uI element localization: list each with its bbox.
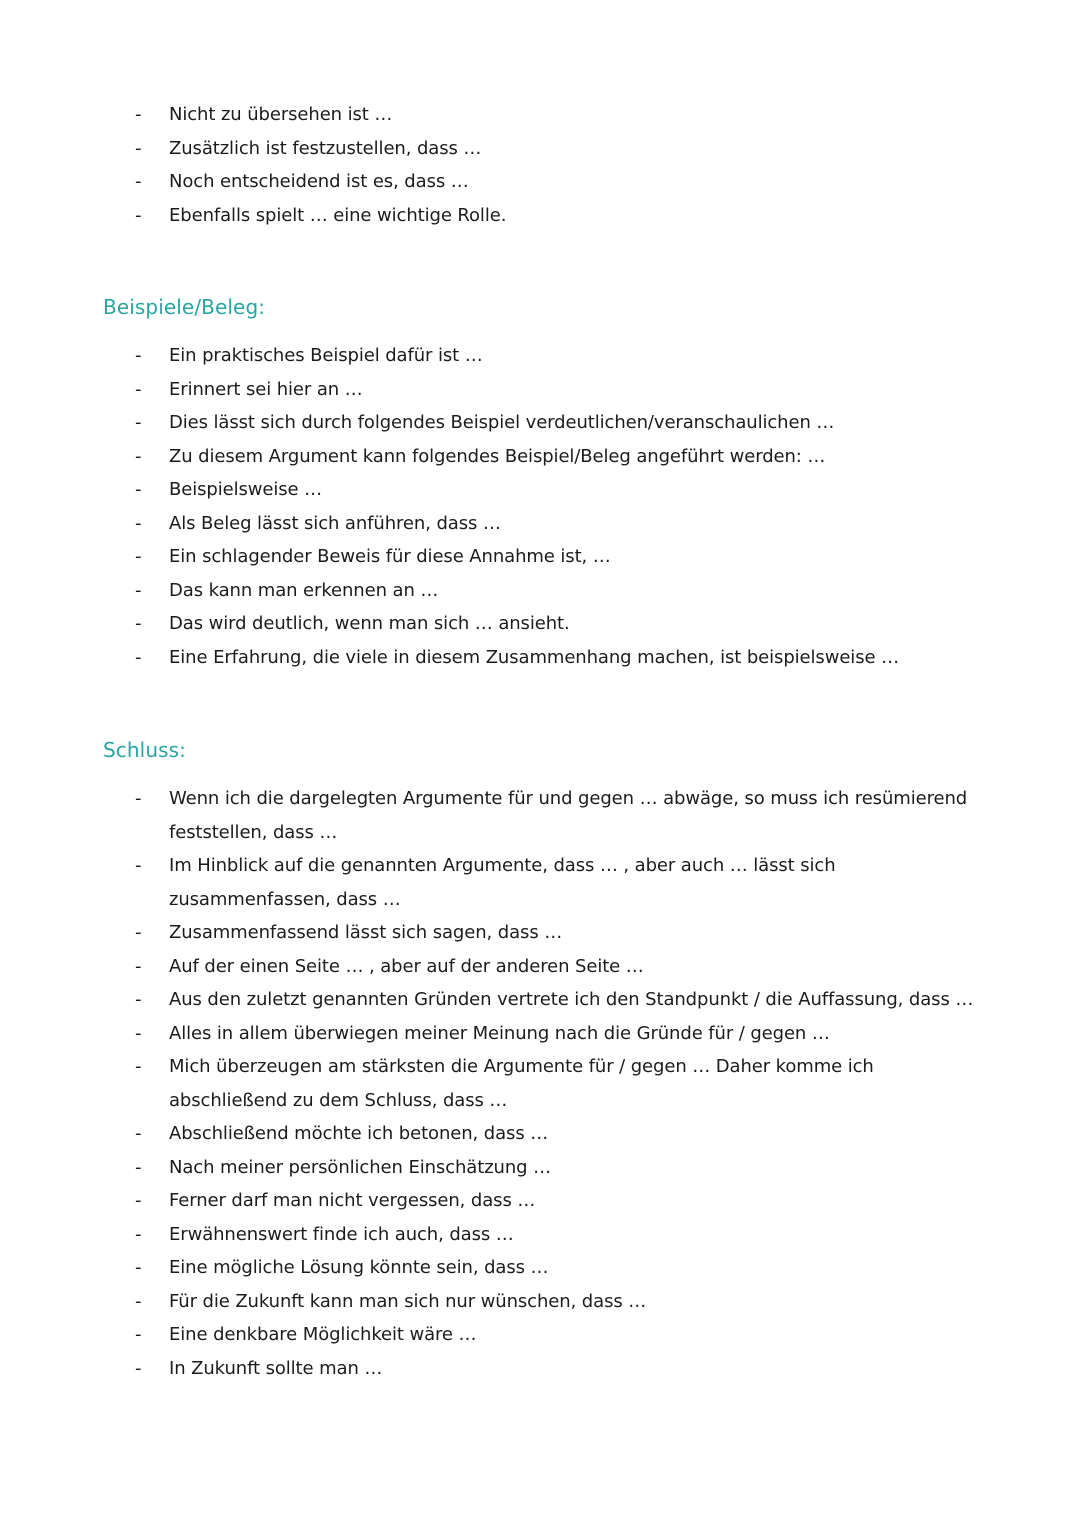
- phrase-text: Eine Erfahrung, die viele in diesem Zusammenhang machen, ist beispielsweise …: [169, 646, 899, 668]
- list-item: [0, 607, 1080, 641]
- bullet-dash: -: [135, 646, 142, 668]
- bullet-dash: -: [135, 1257, 142, 1278]
- bullet-dash: -: [135, 788, 142, 809]
- list-item: [0, 849, 1080, 916]
- list-item: [0, 641, 1080, 675]
- phrase-text: Nicht zu übersehen ist …: [169, 104, 393, 125]
- phrase-text: Für die Zukunft kann man sich nur wünschen, dass …: [169, 1290, 647, 1312]
- phrase-text: Auf der einen Seite … , aber auf der anderen Seite …: [169, 955, 644, 977]
- list-item: [0, 1184, 1080, 1218]
- list-item: [0, 1117, 1080, 1151]
- list-item: [0, 406, 1080, 440]
- phrase-text: Mich überzeugen am stärksten die Argumente für / gegen … Daher komme ich abschließend zu dem Schluss, dass …: [169, 1056, 874, 1111]
- list-item: [0, 1251, 1080, 1285]
- phrase-text: Eine mögliche Lösung könnte sein, dass …: [169, 1257, 549, 1278]
- phrase-text: Zusätzlich ist festzustellen, dass …: [169, 137, 482, 159]
- phrase-text: Zusammenfassend lässt sich sagen, dass …: [169, 922, 563, 943]
- bullet-dash: -: [135, 579, 142, 601]
- list-item: [0, 440, 1080, 474]
- phrase-text: Wenn ich die dargelegten Argumente für und gegen … abwäge, so muss ich resümierend feststellen, dass …: [169, 788, 968, 843]
- phrase-text: Beispielsweise …: [169, 479, 323, 500]
- list-item: [0, 983, 1080, 1017]
- bullet-dash: -: [135, 1156, 142, 1178]
- bullet-dash: -: [135, 104, 142, 125]
- phrase-text: Das kann man erkennen an …: [169, 579, 439, 601]
- list-item: [0, 1050, 1080, 1117]
- bullet-dash: -: [135, 445, 142, 467]
- phrase-text: Im Hinblick auf die genannten Argumente, dass … , aber auch … lässt sich zusammenfassen, dass …: [169, 855, 836, 910]
- list-item: [0, 132, 1080, 166]
- bullet-dash: -: [135, 1190, 142, 1211]
- bullet-dash: -: [135, 1056, 142, 1077]
- phrase-text: Zu diesem Argument kann folgendes Beispiel/Beleg angeführt werden: …: [169, 445, 826, 467]
- phrase-text: Ein schlagender Beweis für diese Annahme ist, …: [169, 546, 611, 567]
- list-item: [0, 339, 1080, 373]
- list-item: [0, 574, 1080, 608]
- phrase-text: Erwähnenswert finde ich auch, dass …: [169, 1223, 514, 1245]
- bullet-dash: -: [135, 171, 142, 192]
- list-item: [0, 199, 1080, 233]
- beispiele-phrase-list: [0, 339, 1080, 674]
- list-item: [0, 1352, 1080, 1386]
- list-item: [0, 950, 1080, 984]
- list-item: [0, 1218, 1080, 1252]
- list-item: [0, 1285, 1080, 1319]
- bullet-dash: -: [135, 955, 142, 977]
- phrase-text: In Zukunft sollte man …: [169, 1357, 383, 1379]
- bullet-dash: -: [135, 378, 142, 400]
- list-item: [0, 1017, 1080, 1051]
- bullet-dash: -: [135, 1290, 142, 1312]
- bullet-dash: -: [135, 613, 142, 634]
- phrase-text: Noch entscheidend ist es, dass …: [169, 171, 469, 192]
- list-item: [0, 507, 1080, 541]
- bullet-dash: -: [135, 1022, 142, 1044]
- list-item: [0, 98, 1080, 132]
- bullet-dash: -: [135, 1357, 142, 1379]
- bullet-dash: -: [135, 479, 142, 500]
- phrase-text: Ferner darf man nicht vergessen, dass …: [169, 1190, 536, 1211]
- list-item: [0, 373, 1080, 407]
- section-heading-beispiele: Beispiele/Beleg:: [103, 295, 266, 319]
- schluss-phrase-list: [0, 782, 1080, 1385]
- section-heading-schluss: Schluss:: [103, 738, 186, 762]
- bullet-dash: -: [135, 1223, 142, 1245]
- bullet-dash: -: [135, 989, 142, 1010]
- bullet-dash: -: [135, 204, 142, 226]
- phrase-text: Abschließend möchte ich betonen, dass …: [169, 1123, 549, 1144]
- list-item: [0, 1151, 1080, 1185]
- list-item: [0, 782, 1080, 849]
- list-item: [0, 916, 1080, 950]
- phrase-text: Ebenfalls spielt … eine wichtige Rolle.: [169, 204, 507, 226]
- phrase-text: Dies lässt sich durch folgendes Beispiel verdeutlichen/veranschaulichen …: [169, 412, 835, 433]
- bullet-dash: -: [135, 412, 142, 433]
- phrase-text: Nach meiner persönlichen Einschätzung …: [169, 1156, 552, 1178]
- bullet-dash: -: [135, 855, 142, 876]
- bullet-dash: -: [135, 345, 142, 366]
- phrase-text: Als Beleg lässt sich anführen, dass …: [169, 512, 501, 534]
- bullet-dash: -: [135, 1123, 142, 1144]
- list-item: [0, 165, 1080, 199]
- bullet-dash: -: [135, 922, 142, 943]
- list-item: [0, 1318, 1080, 1352]
- phrase-text: Das wird deutlich, wenn man sich … ansieht.: [169, 613, 570, 634]
- phrase-text: Ein praktisches Beispiel dafür ist …: [169, 345, 483, 366]
- bullet-dash: -: [135, 546, 142, 567]
- intro-phrase-list: [0, 98, 1080, 232]
- bullet-dash: -: [135, 137, 142, 159]
- list-item: [0, 473, 1080, 507]
- list-item: [0, 540, 1080, 574]
- bullet-dash: -: [135, 1324, 142, 1345]
- phrase-text: Eine denkbare Möglichkeit wäre …: [169, 1324, 477, 1345]
- phrase-text: Alles in allem überwiegen meiner Meinung nach die Gründe für / gegen …: [169, 1022, 830, 1044]
- phrase-text: Aus den zuletzt genannten Gründen vertrete ich den Standpunkt / die Auffassung, dass …: [169, 989, 974, 1010]
- phrase-text: Erinnert sei hier an …: [169, 378, 363, 400]
- bullet-dash: -: [135, 512, 142, 534]
